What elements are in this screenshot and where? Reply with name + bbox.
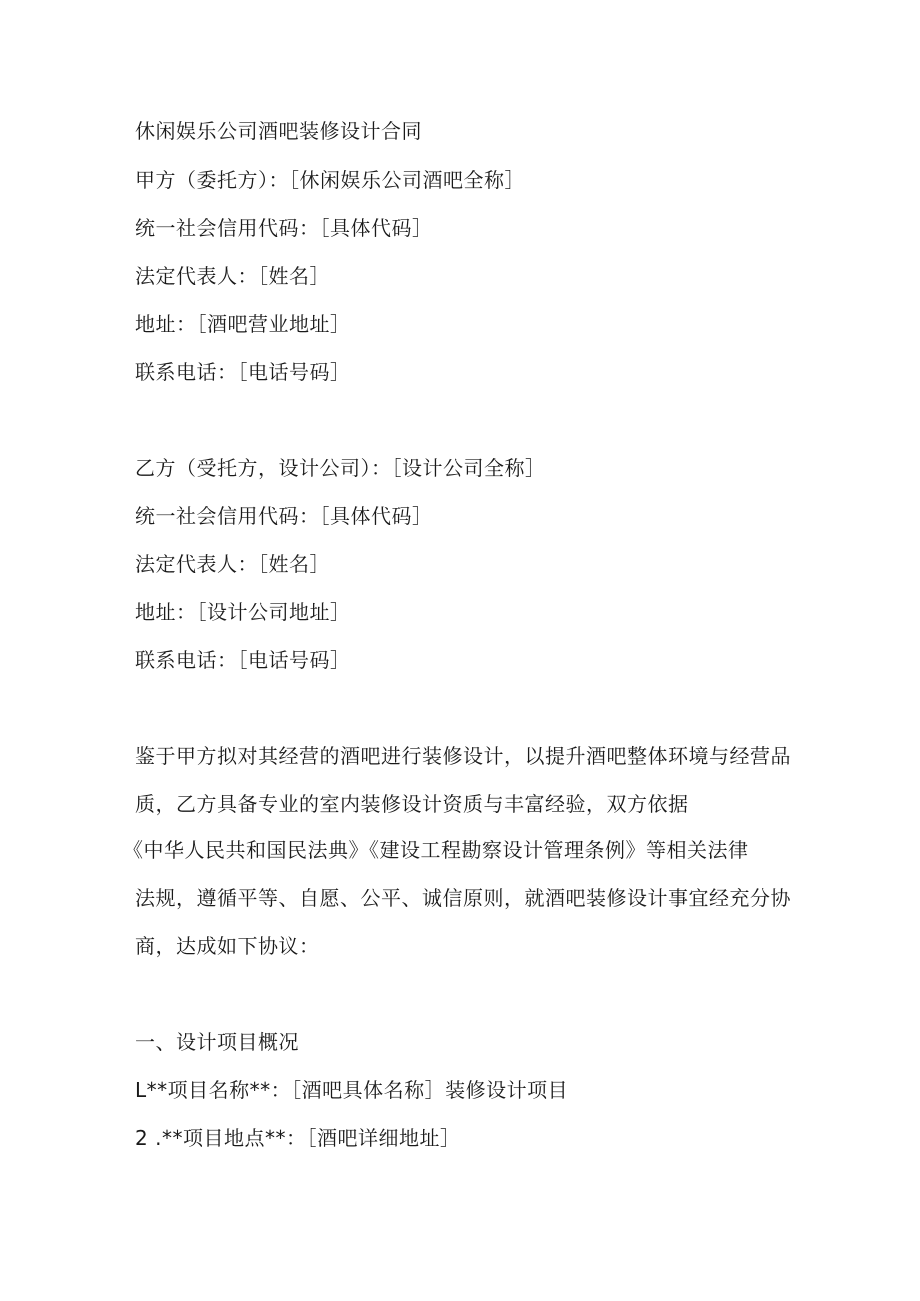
party-a-phone: 联系电话：［电话号码］ xyxy=(135,360,351,384)
preamble-line: 商，达成如下协议： xyxy=(135,934,320,958)
party-a-address: 地址：［酒吧营业地址］ xyxy=(135,312,351,336)
section-item-project-name: L**项目名称**：［酒吧具体名称］装修设计项目 xyxy=(135,1078,569,1102)
document-title: 休闲娱乐公司酒吧装修设计合同 xyxy=(135,119,422,143)
party-a-legal-rep: 法定代表人：［姓名］ xyxy=(135,264,330,288)
party-b-legal-rep: 法定代表人：［姓名］ xyxy=(135,552,330,576)
party-b-address: 地址：［设计公司地址］ xyxy=(135,600,351,624)
section-heading: 一、设计项目概况 xyxy=(135,1030,299,1054)
preamble-line: 法规，遵循平等、自愿、公平、诚信原则，就酒吧装修设计事宜经充分协 xyxy=(135,886,791,910)
party-b-credit-code: 统一社会信用代码：［具体代码］ xyxy=(135,504,433,528)
party-b-phone: 联系电话：［电话号码］ xyxy=(135,648,351,672)
preamble-line: 《中华人民共和国民法典》《建设工程勘察设计管理条例》等相关法律 xyxy=(123,838,749,862)
party-a-credit-code: 统一社会信用代码：［具体代码］ xyxy=(135,216,433,240)
section-item-project-location: 2 .**项目地点**：［酒吧详细地址］ xyxy=(135,1126,461,1150)
party-b-header: 乙方（受托方，设计公司）：［设计公司全称］ xyxy=(135,456,546,480)
preamble-line: 鉴于甲方拟对其经营的酒吧进行装修设计，以提升酒吧整体环境与经营品 xyxy=(135,744,791,768)
party-a-header: 甲方（委托方）：［休闲娱乐公司酒吧全称］ xyxy=(135,168,525,192)
preamble-line: 质，乙方具备专业的室内装修设计资质与丰富经验，双方依据 xyxy=(135,792,689,816)
